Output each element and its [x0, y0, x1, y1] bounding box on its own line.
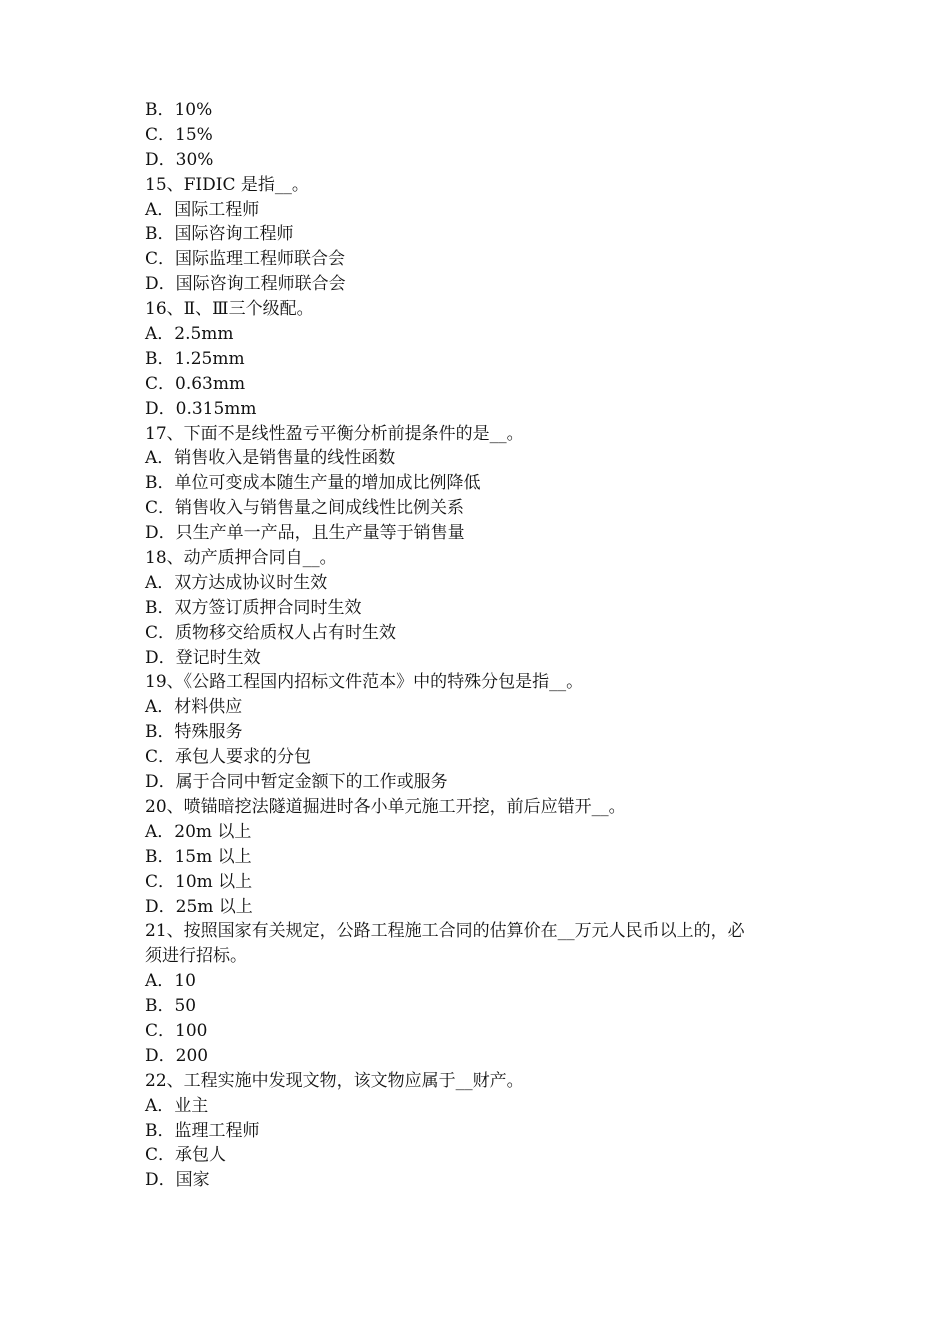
question-22: 22、工程实施中发现文物，该文物应属于__财产。 [145, 1070, 524, 1091]
question-17: 17、下面不是线性盈亏平衡分析前提条件的是__。 [145, 423, 524, 444]
option-b-q15: B．国际咨询工程师 [145, 224, 294, 245]
option-c-q20: C．10m 以上 [145, 871, 253, 892]
option-d-q16: D．0.315mm [145, 398, 257, 419]
option-c-q16: C．0.63mm [145, 373, 246, 394]
option-d-q14: D．30% [145, 149, 214, 170]
option-a-q15: A．国际工程师 [145, 199, 260, 220]
option-b-q20: B．15m 以上 [145, 846, 252, 867]
option-c-q15: C．国际监理工程师联合会 [145, 249, 346, 270]
option-d-q19: D．属于合同中暂定金额下的工作或服务 [145, 772, 448, 793]
option-b-q21: B．50 [145, 996, 197, 1017]
option-b-q16: B．1.25mm [145, 348, 245, 369]
option-b-q19: B．特殊服务 [145, 722, 243, 743]
question-15: 15、FIDIC 是指__。 [145, 174, 309, 195]
option-d-q21: D．200 [145, 1045, 209, 1066]
option-c-q22: C．承包人 [145, 1145, 227, 1166]
option-b-q22: B．监理工程师 [145, 1120, 260, 1141]
document-page [145, 98, 815, 1193]
option-d-q18: D．登记时生效 [145, 647, 261, 668]
question-18: 18、动产质押合同自__。 [145, 548, 337, 569]
question-21-continued: 须进行招标。 [145, 946, 247, 967]
option-c-q18: C．质物移交给质权人占有时生效 [145, 622, 397, 643]
question-19: 19、《公路工程国内招标文件范本》中的特殊分包是指__。 [145, 672, 584, 693]
question-16: 16、Ⅱ、Ⅲ三个级配。 [145, 299, 314, 320]
option-a-q18: A．双方达成协议时生效 [145, 572, 328, 593]
option-a-q22: A．业主 [145, 1095, 209, 1116]
option-c-q14: C．15% [145, 124, 213, 145]
question-20: 20、喷锚暗挖法隧道掘进时各小单元施工开挖，前后应错开__。 [145, 796, 626, 817]
option-a-q16: A．2.5mm [145, 324, 234, 345]
option-b-q17: B．单位可变成本随生产量的增加成比例降低 [145, 473, 481, 494]
option-a-q21: A．10 [145, 971, 196, 992]
option-c-q17: C．销售收入与销售量之间成线性比例关系 [145, 498, 465, 519]
option-d-q20: D．25m 以上 [145, 896, 253, 917]
option-a-q19: A．材料供应 [145, 697, 243, 718]
option-b-q18: B．双方签订质押合同时生效 [145, 597, 362, 618]
question-21: 21、按照国家有关规定，公路工程施工合同的估算价在__万元人民币以上的，必 [145, 921, 745, 942]
option-c-q19: C．承包人要求的分包 [145, 747, 312, 768]
option-a-q17: A．销售收入是销售量的线性函数 [145, 448, 396, 469]
option-c-q21: C．100 [145, 1020, 208, 1041]
option-b-q14: B．10% [145, 100, 213, 120]
option-d-q15: D．国际咨询工程师联合会 [145, 274, 346, 295]
option-d-q17: D．只生产单一产品，且生产量等于销售量 [145, 523, 465, 544]
option-a-q20: A．20m 以上 [145, 821, 252, 842]
option-d-q22: D．国家 [145, 1170, 210, 1191]
